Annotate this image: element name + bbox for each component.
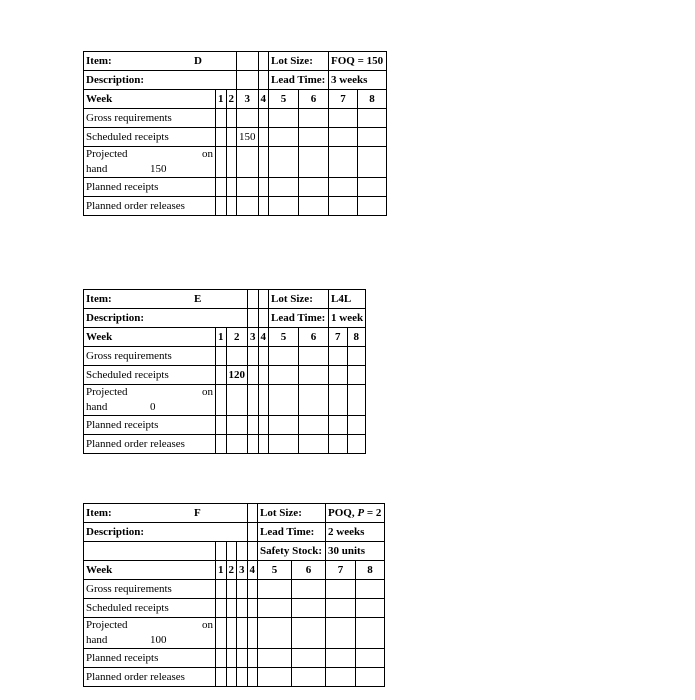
week-header: 3 [248, 328, 259, 347]
week-header: 6 [292, 561, 326, 580]
lot-size-value-suffix: = 2 [364, 506, 382, 519]
gross-requirements-label: Gross requirements [84, 580, 216, 599]
lead-time-value: 2 weeks [326, 523, 385, 542]
mrp-table [83, 51, 387, 216]
planned-order-releases-label: Planned order releases [84, 435, 216, 454]
week-label: Week [84, 90, 216, 109]
week-header: 4 [247, 561, 258, 580]
projected-line2: hand [86, 163, 108, 175]
lot-size-value-prefix: POQ, [328, 506, 358, 519]
week-header: 2 [226, 561, 237, 580]
description-label: Description: [84, 523, 248, 542]
week-header: 4 [258, 328, 269, 347]
empty-cell [258, 71, 269, 90]
empty-cell [237, 52, 259, 71]
gross-requirements-label: Gross requirements [84, 347, 216, 366]
week-header: 4 [258, 90, 269, 109]
on-hand-value: 100 [150, 634, 167, 646]
projected-on-hand-label [84, 618, 216, 649]
planned-receipts-label: Planned receipts [84, 416, 216, 435]
item-cell [84, 504, 248, 523]
planned-order-releases-label: Planned order releases [84, 197, 216, 216]
planned-receipts-label: Planned receipts [84, 178, 216, 197]
lead-time-value: 3 weeks [329, 71, 387, 90]
scheduled-receipts-label: Scheduled receipts [84, 599, 216, 618]
week-header: 2 [226, 328, 248, 347]
week-header: 1 [216, 328, 227, 347]
week-header: 5 [269, 90, 299, 109]
description-label: Description: [84, 71, 237, 90]
on-hand-value: 150 [150, 163, 167, 175]
empty-cell [247, 504, 258, 523]
week-header: 2 [226, 90, 237, 109]
projected-line1: Projected [86, 619, 128, 631]
scheduled-receipts-label: Scheduled receipts [84, 128, 216, 147]
empty-cell [258, 52, 269, 71]
empty-cell [237, 71, 259, 90]
description-label: Description: [84, 309, 248, 328]
lot-size-label: Lot Size: [269, 290, 329, 309]
item-label: Item: [86, 292, 112, 305]
mrp-table [83, 503, 385, 687]
projected-on: on [202, 619, 213, 631]
projected-on-hand-label [84, 147, 216, 178]
mrp-record-f [83, 503, 385, 687]
week-header: 3 [237, 90, 259, 109]
item-cell [84, 290, 248, 309]
lead-time-value: 1 week [329, 309, 366, 328]
item-value: E [194, 292, 202, 305]
lot-size-value: L4L [329, 290, 366, 309]
week-header: 7 [326, 561, 356, 580]
mrp-record-d [83, 51, 387, 216]
mrp-record-e [83, 289, 366, 454]
scheduled-receipts-label: Scheduled receipts [84, 366, 216, 385]
week-header: 5 [258, 561, 292, 580]
scheduled-receipt-value: 150 [237, 128, 259, 147]
gross-requirements-label: Gross requirements [84, 109, 216, 128]
week-header: 3 [237, 561, 248, 580]
week-header: 1 [216, 561, 227, 580]
scheduled-receipt-value: 120 [226, 366, 248, 385]
empty-cell [258, 309, 269, 328]
empty-cell [248, 309, 259, 328]
lead-time-label: Lead Time: [269, 71, 329, 90]
mrp-table [83, 289, 366, 454]
planned-receipts-label: Planned receipts [84, 649, 216, 668]
week-label: Week [84, 561, 216, 580]
week-label: Week [84, 328, 216, 347]
week-header: 5 [269, 328, 299, 347]
projected-on: on [202, 386, 213, 398]
safety-stock-label: Safety Stock: [258, 542, 326, 561]
item-value: F [194, 506, 201, 519]
lot-size-value [326, 504, 385, 523]
projected-on-hand-label [84, 385, 216, 416]
empty-cell [84, 542, 216, 561]
week-header: 7 [329, 90, 358, 109]
week-header: 1 [216, 90, 227, 109]
lot-size-label: Lot Size: [258, 504, 326, 523]
week-header: 8 [358, 90, 387, 109]
lot-size-value: FOQ = 150 [329, 52, 387, 71]
on-hand-value: 0 [150, 401, 156, 413]
empty-cell [258, 290, 269, 309]
week-header: 7 [329, 328, 348, 347]
empty-cell [247, 523, 258, 542]
item-cell [84, 52, 237, 71]
lot-size-label: Lot Size: [269, 52, 329, 71]
week-header: 6 [299, 90, 329, 109]
week-header: 6 [299, 328, 329, 347]
item-value: D [194, 54, 202, 67]
projected-line1: Projected [86, 386, 128, 398]
projected-on: on [202, 148, 213, 160]
planned-order-releases-label: Planned order releases [84, 668, 216, 687]
empty-cell [248, 290, 259, 309]
projected-line2: hand [86, 634, 108, 646]
projected-line2: hand [86, 401, 108, 413]
week-header: 8 [356, 561, 385, 580]
projected-line1: Projected [86, 148, 128, 160]
lead-time-label: Lead Time: [269, 309, 329, 328]
safety-stock-value: 30 units [326, 542, 385, 561]
lead-time-label: Lead Time: [258, 523, 326, 542]
week-header: 8 [347, 328, 366, 347]
item-label: Item: [86, 506, 112, 519]
lot-size-value-var: P [357, 506, 365, 519]
item-label: Item: [86, 54, 112, 67]
